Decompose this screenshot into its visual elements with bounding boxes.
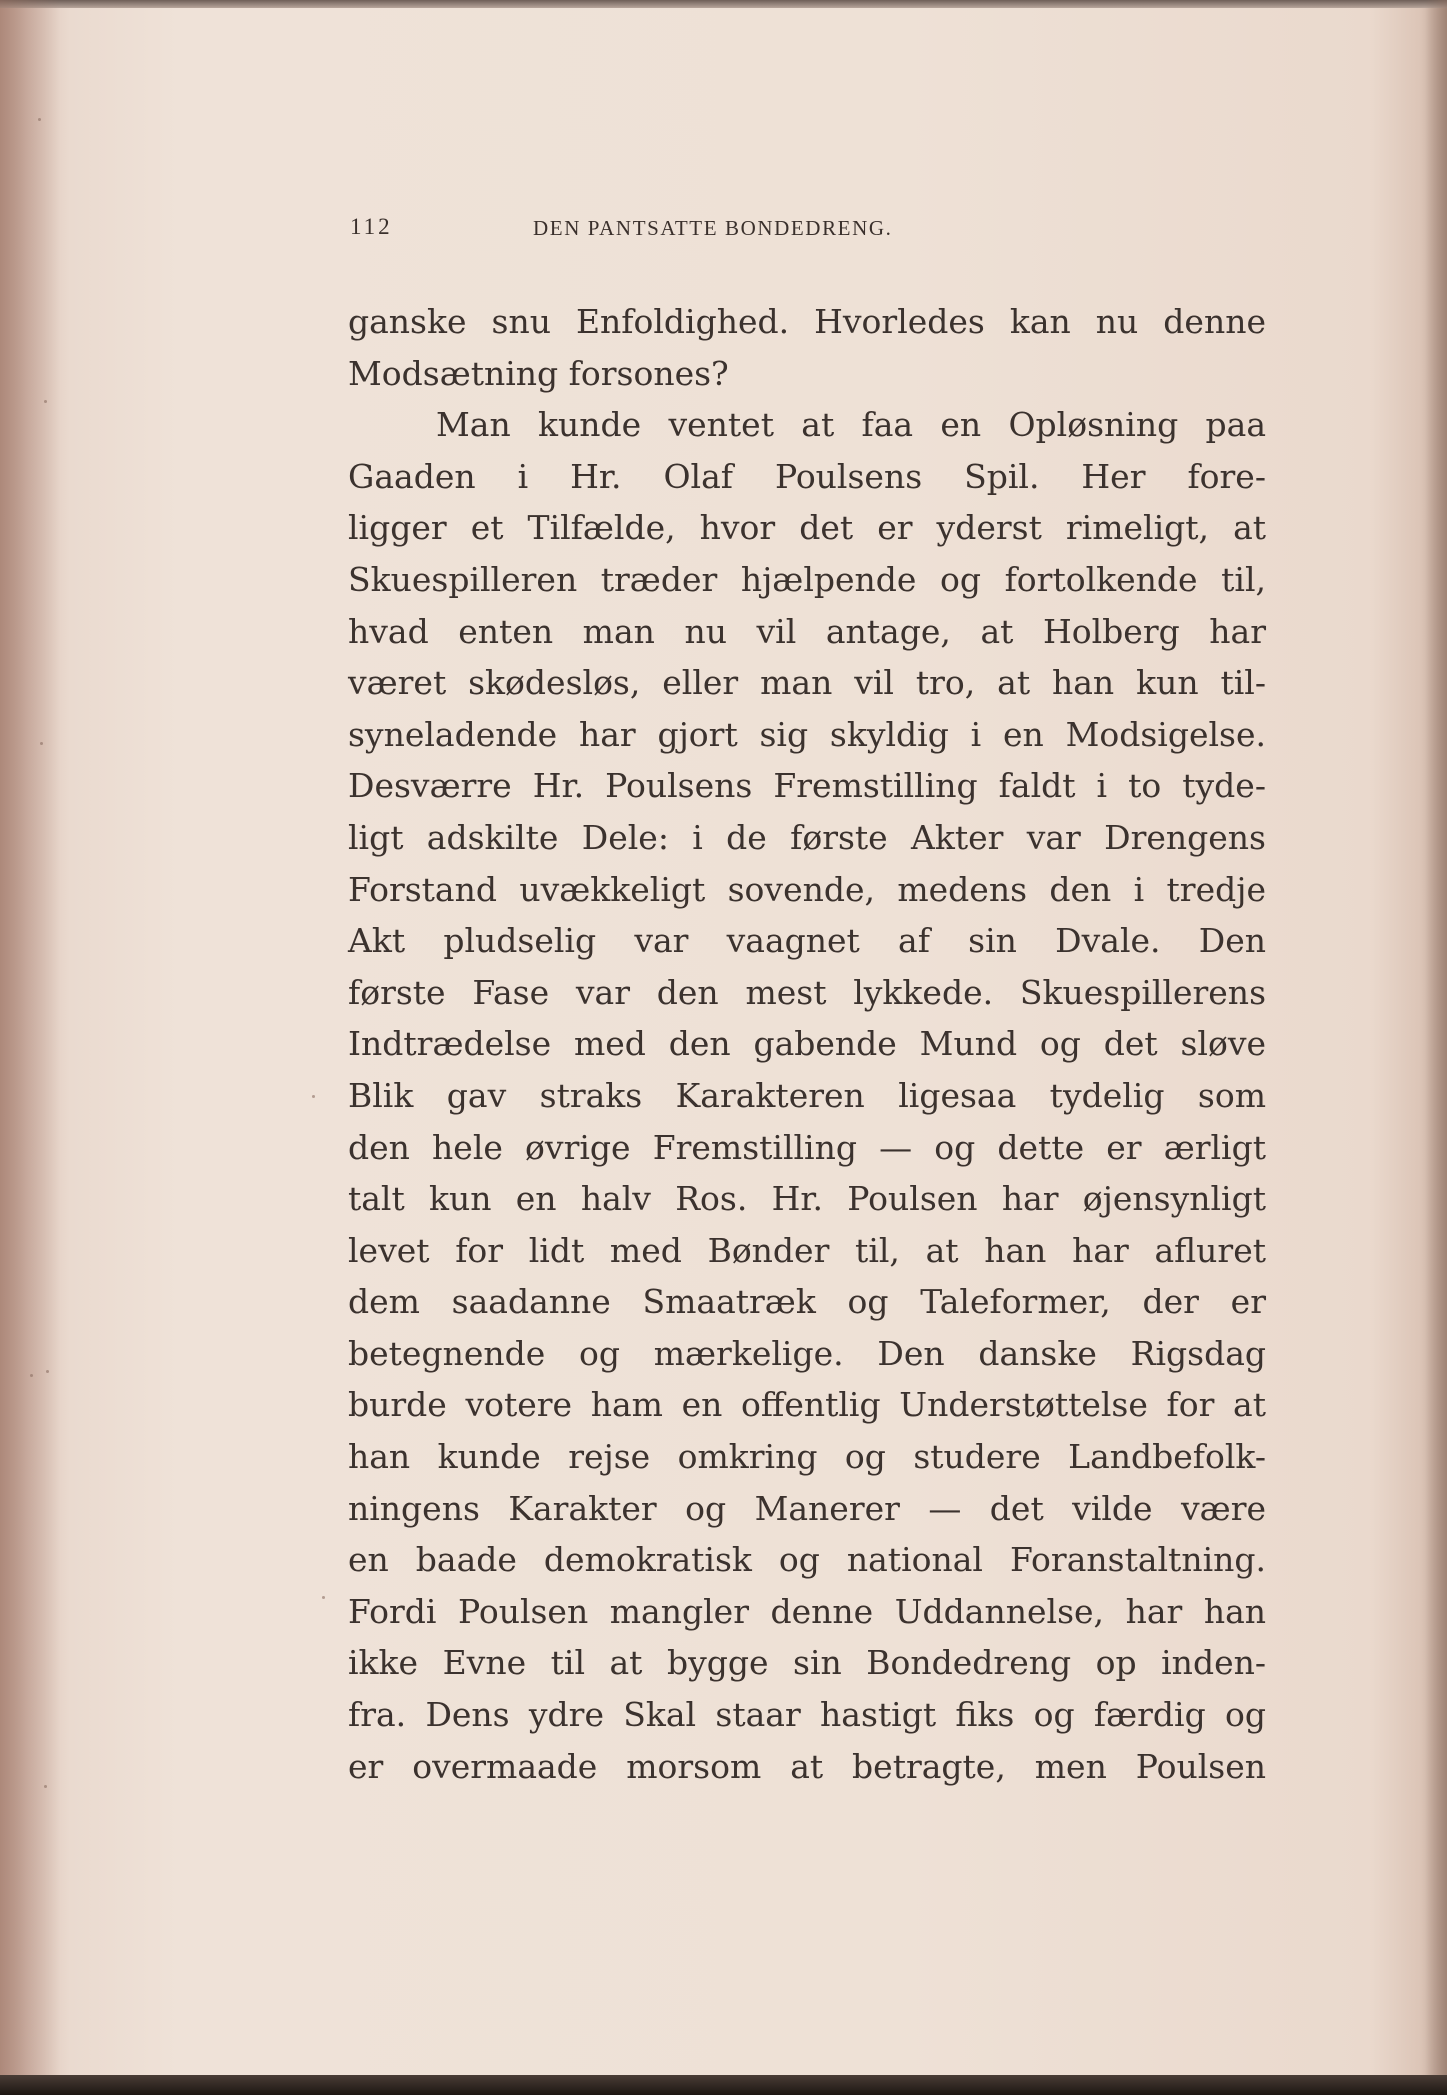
- text-line: ganske snu Enfoldighed. Hvorledes kan nu denne: [348, 302, 1266, 341]
- page-bottom-edge: [0, 2075, 1447, 2095]
- paper-speck: [38, 118, 41, 121]
- text-line: dem saadanne Smaatræk og Taleformer, der er: [348, 1282, 1266, 1322]
- text-line: er overmaade morsom at betragte, men Poulsen: [348, 1746, 1266, 1786]
- paper-speck: [30, 1374, 33, 1377]
- text-line: været skødesløs, eller man vil tro, at han kun til-: [348, 663, 1266, 703]
- text-line: Indtrædelse med den gabende Mund og det sløve: [348, 1024, 1266, 1064]
- paper-speck: [322, 1596, 325, 1599]
- page-right-edge-shadow: [1425, 0, 1447, 2095]
- text-line: Fordi Poulsen mangler denne Uddannelse, har han: [348, 1591, 1266, 1631]
- text-line: en baade demokratisk og national Foranstaltning.: [348, 1540, 1266, 1580]
- running-head: [350, 214, 1090, 248]
- text-line: fra. Dens ydre Skal staar hastigt fiks og færdig og: [348, 1695, 1266, 1735]
- text-line: syneladende har gjort sig skyldig i en Modsigelse.: [348, 714, 1266, 754]
- paper-speck: [44, 1785, 47, 1788]
- text-line: Forstand uvækkeligt sovende, medens den i tredje: [348, 869, 1266, 909]
- text-line: burde votere ham en offentlig Understøttelse for at: [348, 1385, 1266, 1425]
- paper-speck: [44, 400, 47, 403]
- text-line: Gaaden i Hr. Olaf Poulsens Spil. Her fore-: [348, 456, 1266, 496]
- text-line: betegnende og mærkelige. Den danske Rigsdag: [348, 1333, 1266, 1373]
- text-line: hvad enten man nu vil antage, at Holberg har: [348, 611, 1266, 651]
- page-left-edge-shadow: [0, 0, 60, 2095]
- text-line: levet for lidt med Bønder til, at han har afluret: [348, 1230, 1266, 1270]
- running-title: DEN PANTSATTE BONDEDRENG.: [533, 216, 893, 240]
- text-line: ligger et Tilfælde, hvor det er yderst rimeligt, at: [348, 508, 1266, 548]
- text-line: første Fase var den mest lykkede. Skuespillerens: [348, 972, 1266, 1012]
- text-line: ligt adskilte Dele: i de første Akter var Drengens: [348, 817, 1266, 857]
- text-line: Man kunde ventet at faa en Opløsning paa: [436, 405, 1266, 445]
- page-top-edge: [0, 0, 1447, 8]
- text-line: han kunde rejse omkring og studere Landbefolk-: [348, 1437, 1266, 1477]
- text-line: ningens Karakter og Manerer — det vilde være: [348, 1488, 1266, 1528]
- text-line: Desværre Hr. Poulsens Fremstilling faldt i to tyde-: [348, 766, 1266, 806]
- text-line: den hele øvrige Fremstilling — og dette er ærligt: [348, 1127, 1266, 1167]
- text-line: Modsætning forsones?: [348, 353, 729, 393]
- text-line: Akt pludselig var vaagnet af sin Dvale. Den: [348, 921, 1266, 961]
- text-line: talt kun en halv Ros. Hr. Poulsen har øjensynligt: [348, 1179, 1266, 1219]
- paper-speck: [312, 1095, 315, 1098]
- paper-speck: [46, 1370, 49, 1373]
- text-line: Skuespilleren træder hjælpende og fortolkende til,: [348, 559, 1266, 599]
- text-line: Blik gav straks Karakteren ligesaa tydelig som: [348, 1075, 1266, 1115]
- text-line: ikke Evne til at bygge sin Bondedreng op inden-: [348, 1643, 1266, 1683]
- paper-speck: [40, 742, 43, 745]
- body-text: [348, 296, 1266, 1792]
- page-number: 112: [350, 214, 393, 239]
